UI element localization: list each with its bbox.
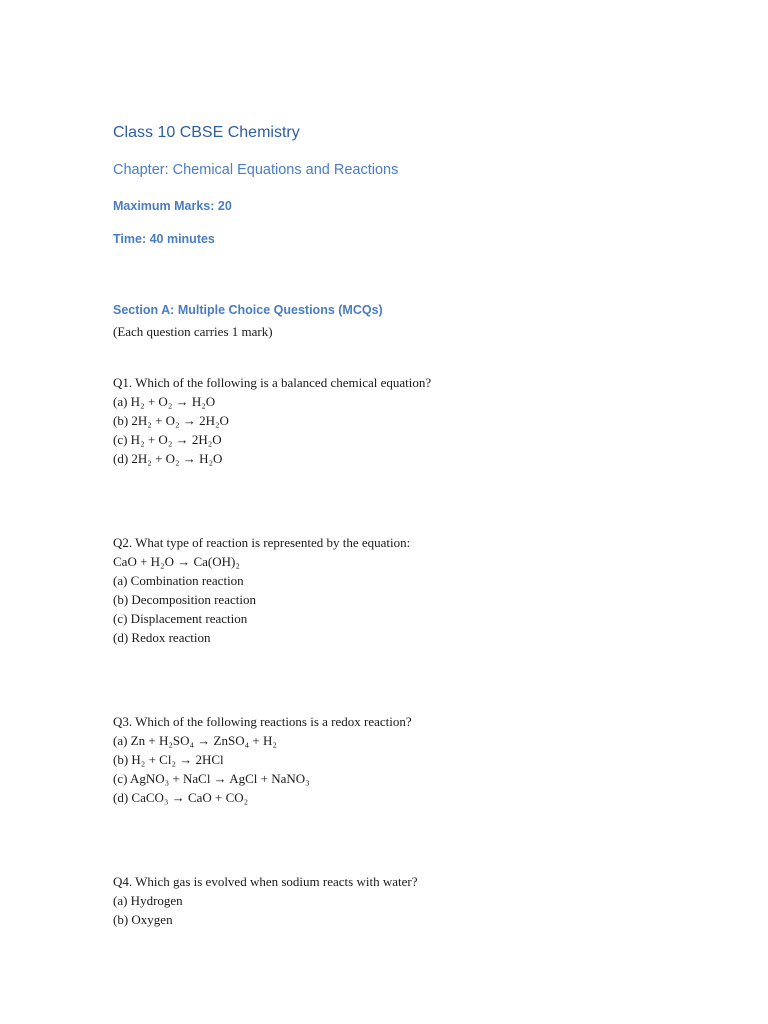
question-3-option-b: (b) H₂ + Cl₂ → 2HCl: [113, 752, 224, 767]
question-1-prompt: Q1. Which of the following is a balanced chemical equation?: [113, 375, 432, 390]
section-a-note: (Each question carries 1 mark): [113, 324, 273, 339]
question-3-option-d: (d) CaCO₃ → CaO + CO₂: [113, 790, 249, 805]
question-3-option-c: (c) AgNO₃ + NaCl → AgCl + NaNO₃: [113, 771, 310, 786]
time-label: Time: 40 minutes: [113, 232, 215, 246]
question-4-prompt: Q4. Which gas is evolved when sodium reacts with water?: [113, 874, 418, 889]
question-3-option-a: (a) Zn + H₂SO₄ → ZnSO₄ + H₂: [113, 733, 277, 748]
question-1-option-c: (c) H₂ + O₂ → 2H₂O: [113, 432, 222, 447]
question-2-option-b: (b) Decomposition reaction: [113, 592, 256, 607]
question-2-option-d: (d) Redox reaction: [113, 630, 211, 645]
question-1-option-a: (a) H₂ + O₂ → H₂O: [113, 394, 216, 409]
question-4-option-b: (b) Oxygen: [113, 912, 173, 927]
question-1-option-d: (d) 2H₂ + O₂ → H₂O: [113, 451, 223, 466]
question-3-prompt: Q3. Which of the following reactions is a redox reaction?: [113, 714, 412, 729]
question-1-option-b: (b) 2H₂ + O₂ → 2H₂O: [113, 413, 229, 428]
chapter-heading: Chapter: Chemical Equations and Reactions: [113, 162, 399, 178]
document-title: Class 10 CBSE Chemistry: [113, 124, 300, 141]
question-2-equation: CaO + H₂O → Ca(OH)₂: [113, 554, 240, 569]
section-a-heading: Section A: Multiple Choice Questions (MCQs): [113, 303, 383, 317]
question-4-option-a: (a) Hydrogen: [113, 893, 183, 908]
max-marks-label: Maximum Marks: 20: [113, 199, 232, 213]
question-2-option-c: (c) Displacement reaction: [113, 611, 248, 626]
question-2-option-a: (a) Combination reaction: [113, 573, 244, 588]
question-2-prompt: Q2. What type of reaction is represented by the equation:: [113, 535, 411, 550]
